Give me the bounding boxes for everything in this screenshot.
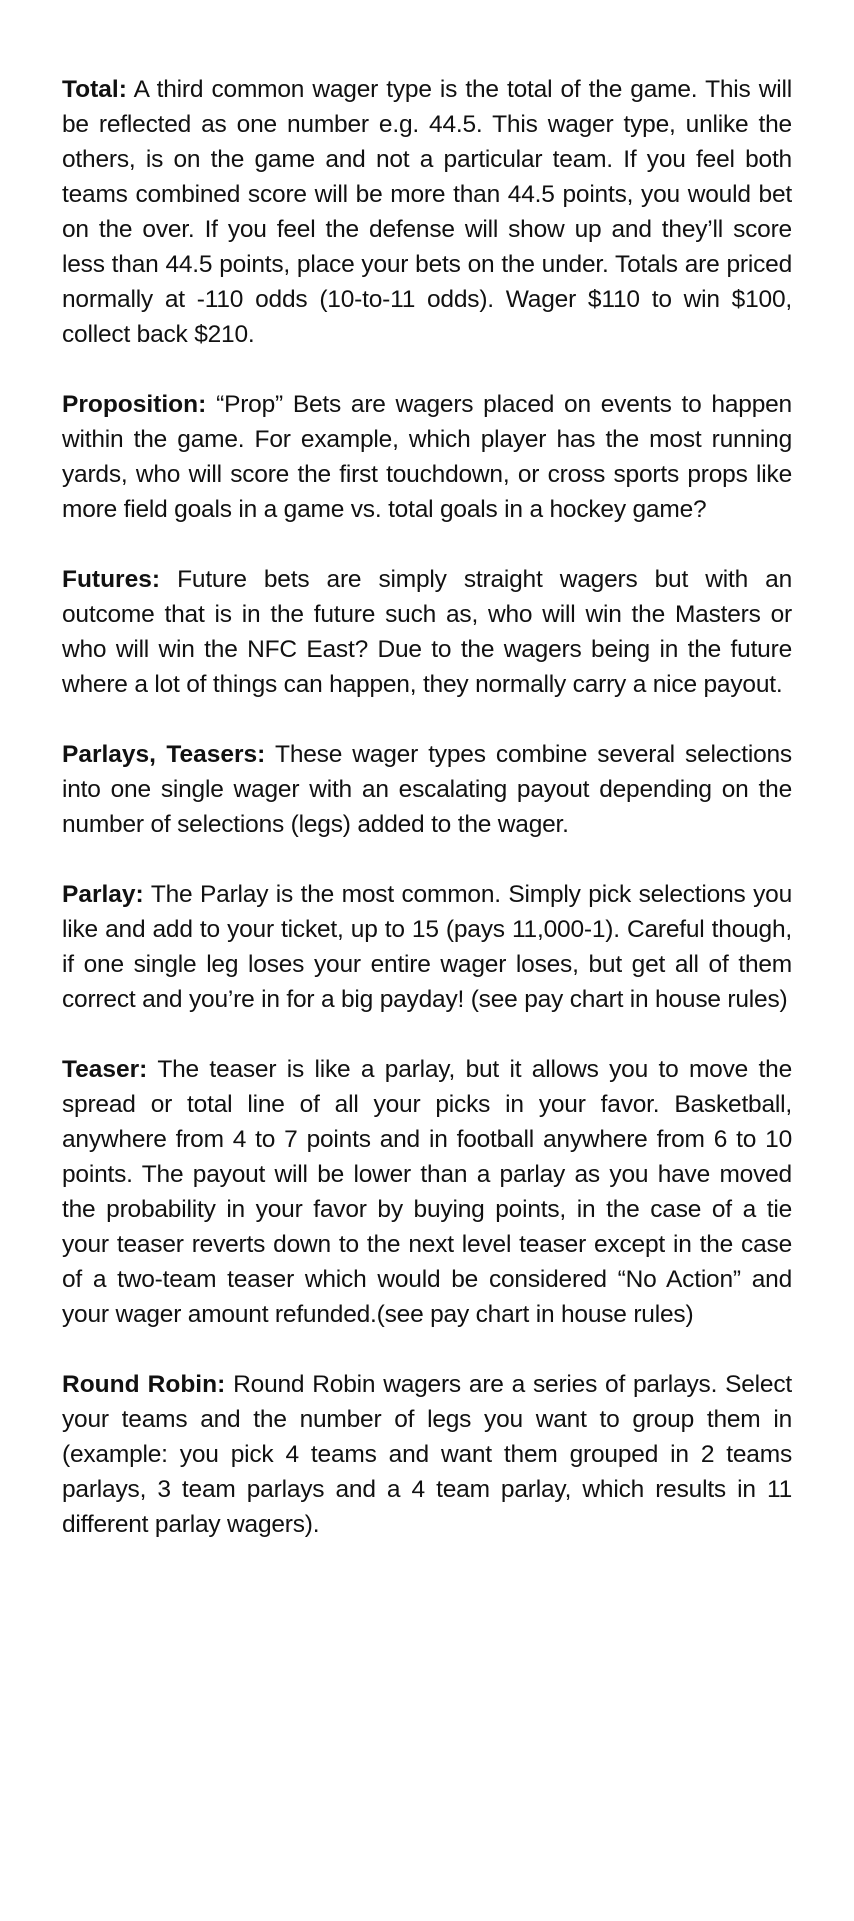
body-futures: Future bets are simply straight wagers but with an outcome that is in the future such as, who will win the Masters or who will win the NFC East? Due to the wagers being in the future where a lot of things can happen, they normally carry a nice payout. — [62, 566, 792, 698]
body-proposition: “Prop” Bets are wagers placed on events to happen within the game. For example, which player has the most running yards, who will score the first touchdown, or cross sports props like more field goals in a game vs. total goals in a hockey game? — [62, 391, 792, 523]
term-teaser: Teaser: — [62, 1056, 148, 1083]
paragraph-parlay — [62, 877, 792, 1017]
body-total: A third common wager type is the total of the game. This will be reflected as one number e.g. 44.5. This wager type, unlike the others, is on the game and not a particular team. If you feel both teams combined score will be more than 44.5 points, you would bet on the over. If you feel the defense will show up and they’ll score less than 44.5 points, place your bets on the under. Totals are priced normally at -110 odds (10-to-11 odds). Wager $110 to win $100, collect back $210. — [62, 76, 792, 348]
body-parlays-teasers: These wager types combine several selections into one single wager with an escalating payout depending on the number of selections (legs) added to the wager. — [62, 741, 792, 838]
paragraph-teaser — [62, 1052, 792, 1332]
paragraph-proposition — [62, 387, 792, 527]
paragraph-futures — [62, 562, 792, 702]
term-proposition: Proposition: — [62, 391, 207, 418]
body-teaser: The teaser is like a parlay, but it allows you to move the spread or total line of all your picks in your favor. Basketball, anywhere from 4 to 7 points and in football anywhere from 6 to 10 points. The payout will be lower than a parlay as you have moved the probability in your favor by buying points, in the case of a tie your teaser reverts down to the next level teaser except in the case of a two-team teaser which would be considered “No Action” and your wager amount refunded.(see pay chart in house rules) — [62, 1056, 792, 1328]
paragraph-round-robin — [62, 1367, 792, 1542]
body-round-robin: Round Robin wagers are a series of parlays. Select your teams and the number of legs you want to group them in (example: you pick 4 teams and want them grouped in 2 teams parlays, 3 team parlays and a 4 team parlay, which results in 11 different parlay wagers). — [62, 1371, 792, 1538]
page-content — [62, 0, 792, 1542]
term-parlay: Parlay: — [62, 881, 144, 908]
term-round-robin: Round Robin: — [62, 1371, 226, 1398]
term-futures: Futures: — [62, 566, 160, 593]
term-total: Total: — [62, 76, 127, 103]
paragraph-parlays-teasers — [62, 737, 792, 842]
paragraph-total — [62, 72, 792, 352]
term-parlays-teasers: Parlays, Teasers: — [62, 741, 266, 768]
body-parlay: The Parlay is the most common. Simply pick selections you like and add to your ticket, up to 15 (pays 11,000-1). Careful though, if one single leg loses your entire wager loses, but get all of them correct and you’re in for a big payday! (see pay chart in house rules) — [62, 881, 792, 1013]
